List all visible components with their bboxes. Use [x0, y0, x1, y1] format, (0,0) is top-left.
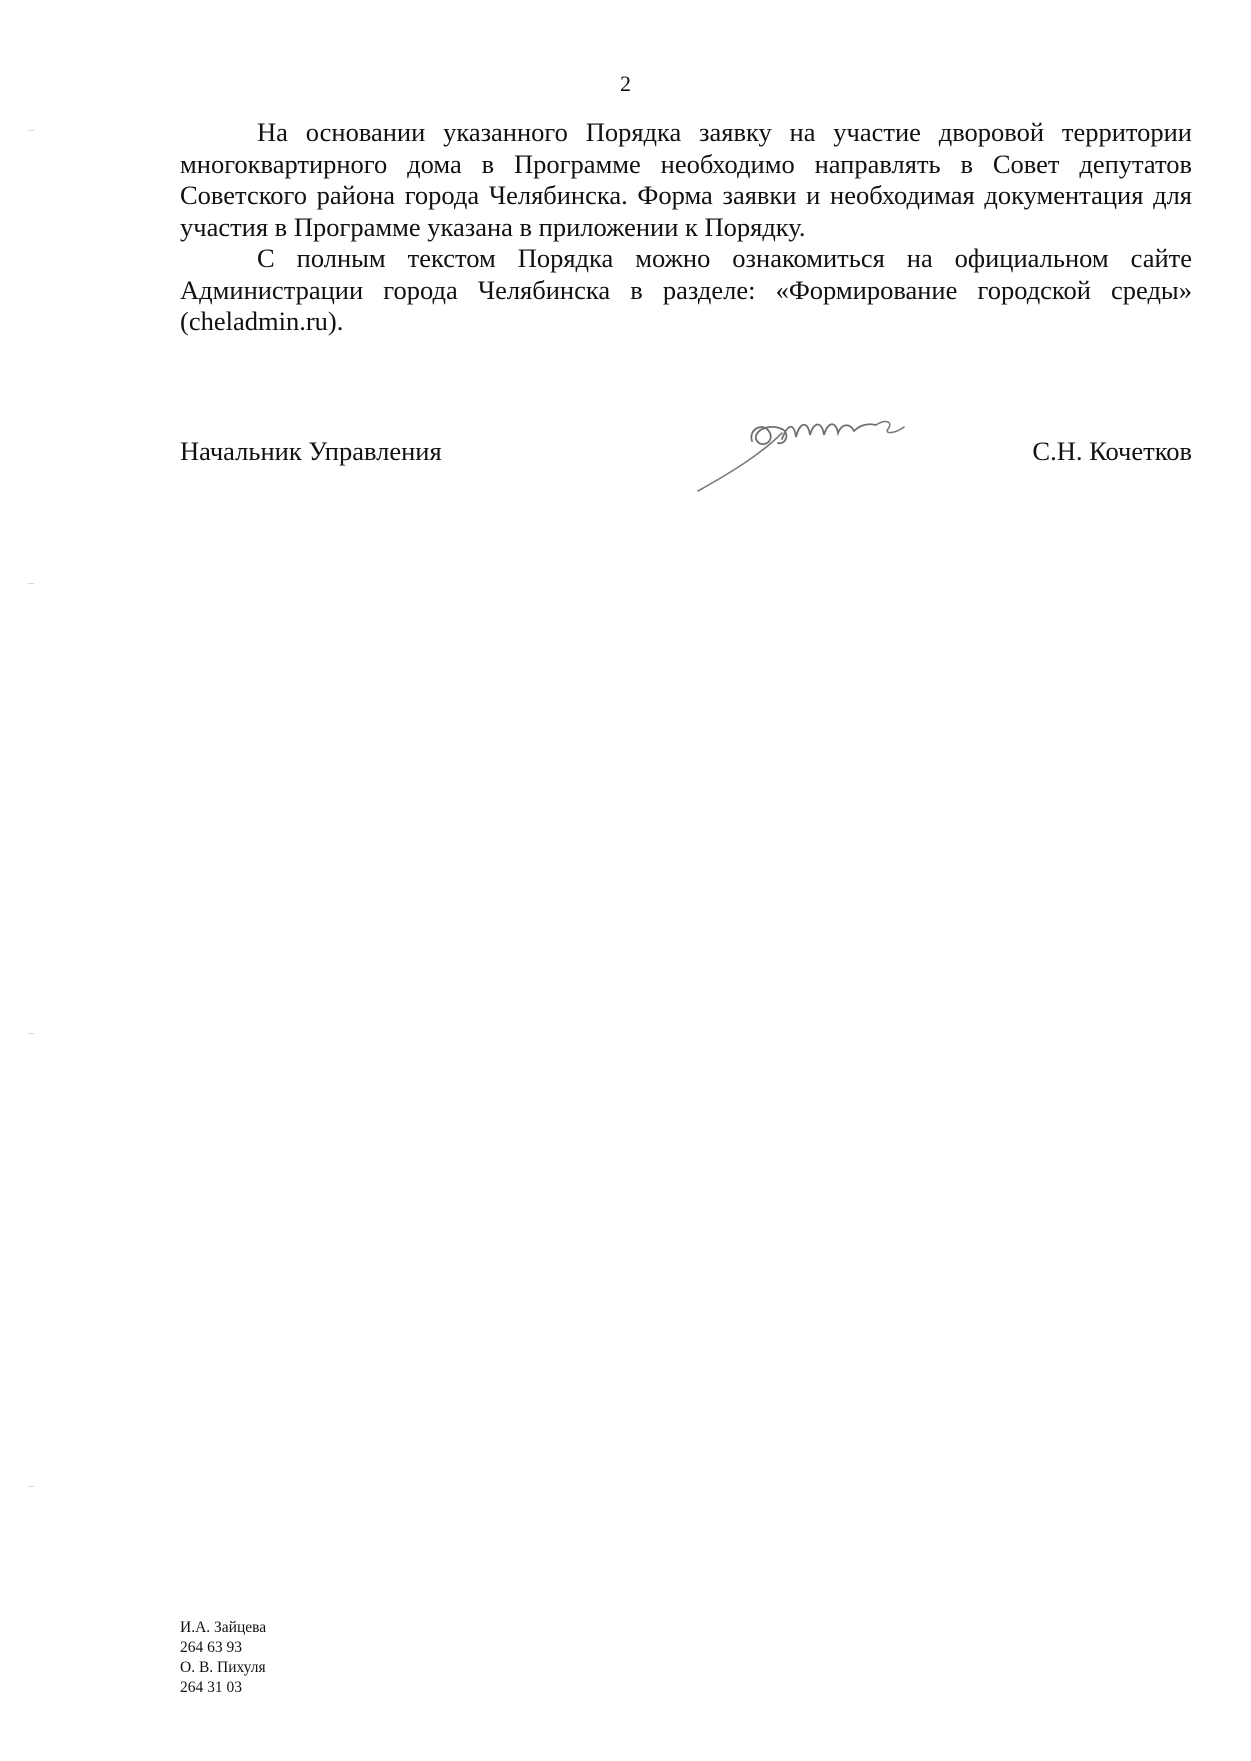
executor-contacts: [180, 1618, 266, 1698]
scan-margin-mark: [28, 130, 34, 131]
contact-line: 264 63 93: [180, 1639, 242, 1656]
signature-block: [180, 435, 1192, 515]
signer-name: С.Н. Кочетков: [1032, 436, 1192, 466]
contact-line: О. В. Пихуля: [180, 1659, 266, 1676]
scan-margin-mark: [28, 583, 34, 584]
signer-position: Начальник Управления: [180, 436, 442, 466]
page-number: 2: [620, 71, 631, 96]
contact-line: И.А. Зайцева: [180, 1619, 267, 1636]
body-paragraph: На основании указанного Порядка заявку на участие дворовой территории многоквартирного дома в Программе необходимо направлять в Совет депутатов Советского района города Челябинска. Форма заявки и необходимая документация для участия в Программе указана в приложении к Порядку.: [180, 117, 1192, 242]
scan-margin-mark: [28, 1033, 34, 1034]
handwritten-signature: [690, 393, 950, 503]
scan-margin-mark: [28, 1486, 34, 1487]
contact-line: 264 31 03: [180, 1679, 242, 1696]
letter-body: [180, 117, 1192, 338]
body-paragraph: С полным текстом Порядка можно ознакомиться на официальном сайте Администрации города Челябинска в разделе: «Формирование городской среды» (cheladmin.ru).: [180, 243, 1192, 336]
